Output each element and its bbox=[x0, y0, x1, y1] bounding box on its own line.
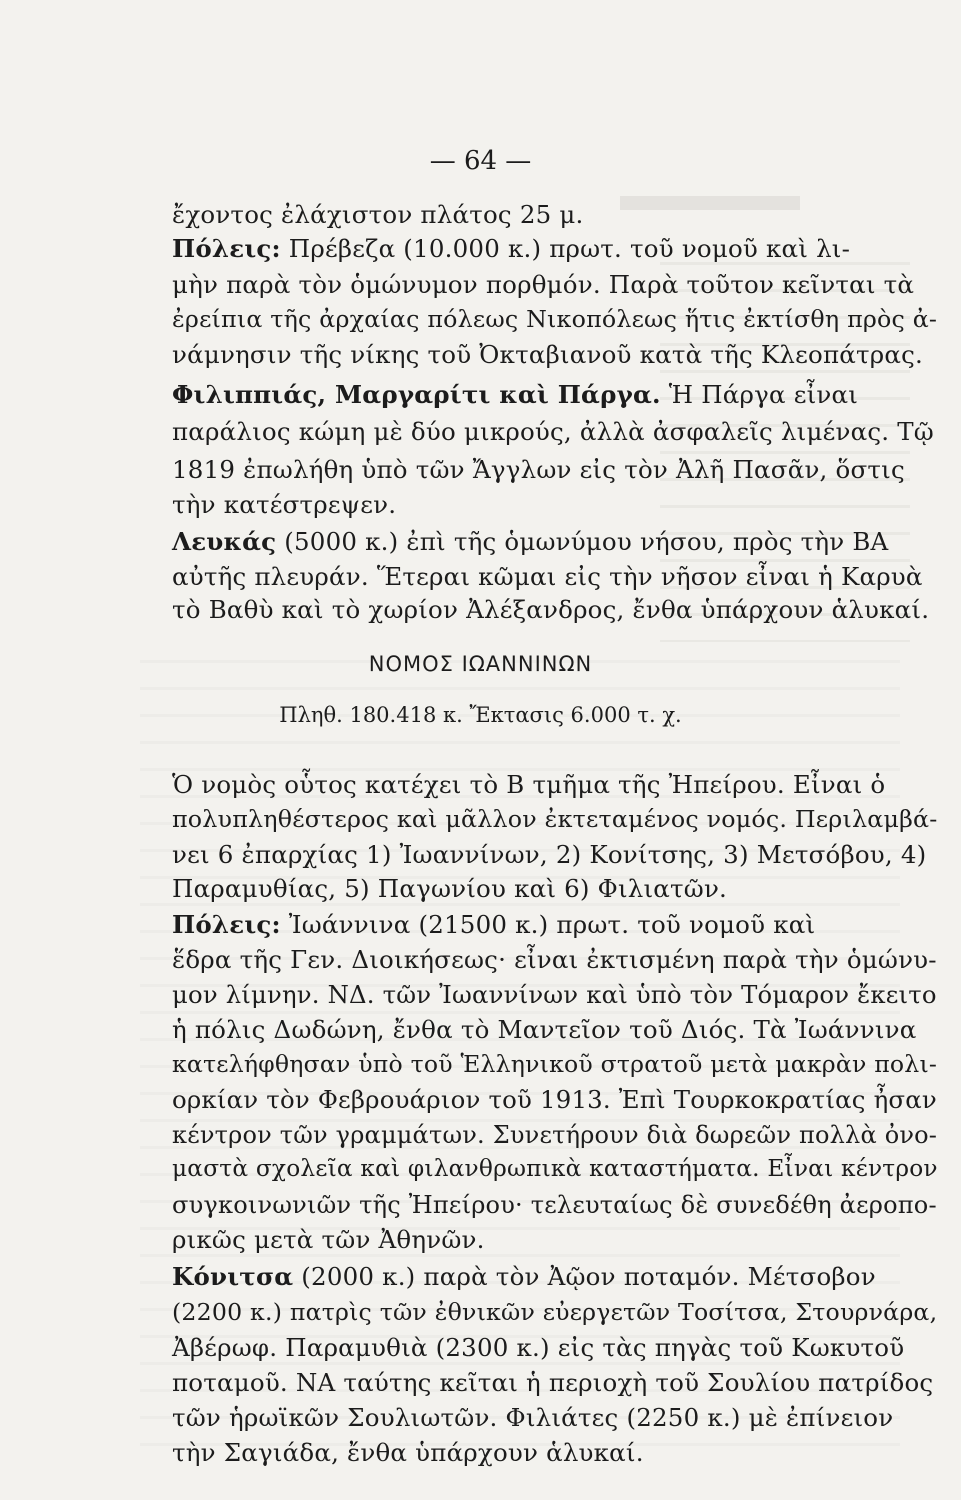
text-line: (2200 κ.) πατρὶς τῶν ἐθνικῶν εὐεργετῶν Τοσίτσα, Στουρνάρα, bbox=[172, 1298, 938, 1326]
text-line: τὴν κατέστρεψεν. bbox=[172, 490, 397, 519]
text-line: Παραμυθίας, 5) Παγωνίου καὶ 6) Φιλιατῶν. bbox=[172, 874, 728, 903]
text-line: τὸ Βαθὺ καὶ τὸ χωρίον Ἀλέξανδρος, ἔνθα ὑπάρχουν ἁλυκαί. bbox=[172, 595, 930, 624]
bleed-through-shadow bbox=[620, 196, 800, 210]
text-line: 1819 ἐπωλήθη ὑπὸ τῶν Ἄγγλων εἰς τὸν Ἀλῆ Πασᾶν, ὅστις bbox=[172, 455, 905, 484]
text-line: ορκίαν τὸν Φεβρουάριον τοῦ 1913. Ἐπὶ Τουρκοκρατίας ἦσαν bbox=[172, 1085, 937, 1114]
text-line: κέντρον τῶν γραμμάτων. Συνετήρουν διὰ δωρεῶν πολλὰ ὀνο- bbox=[172, 1121, 938, 1149]
text-line: νάμνησιν τῆς νίκης τοῦ Ὀκταβιανοῦ κατὰ τῆς Κλεοπάτρας. bbox=[172, 340, 924, 369]
text-line: ἡ πόλις Δωδώνη, ἔνθα τὸ Μαντεῖον τοῦ Διός. Τὰ Ἰωάννινα bbox=[172, 1015, 917, 1044]
text-line: μαστὰ σχολεῖα καὶ φιλανθρωπικὰ καταστήματα. Εἶναι κέντρον bbox=[172, 1155, 938, 1182]
text-line: Πόλεις: Πρέβεζα (10.000 κ.) πρωτ. τοῦ νομοῦ καὶ λι- bbox=[172, 234, 851, 263]
text-line: ποταμοῦ. ΝΑ ταύτης κεῖται ἡ περιοχὴ τοῦ Σουλίου πατρίδος bbox=[172, 1368, 934, 1397]
text-line: κατελήφθησαν ὑπὸ τοῦ Ἑλληνικοῦ στρατοῦ μετὰ μακρὰν πολι- bbox=[172, 1050, 938, 1078]
text-line: τὴν Σαγιάδα, ἔνθα ὑπάρχουν ἁλυκαί. bbox=[172, 1438, 644, 1467]
text-line: Κόνιτσα (2000 κ.) παρὰ τὸν Ἀῷον ποταμόν. Μέτσοβον bbox=[172, 1262, 876, 1291]
text-line: τῶν ἡρωϊκῶν Σουλιωτῶν. Φιλιάτες (2250 κ.) μὲ ἐπίνειον bbox=[172, 1403, 894, 1432]
text-line: μον λίμνην. ΝΔ. τῶν Ἰωαννίνων καὶ ὑπὸ τὸν Τόμαρον ἔκειτο bbox=[172, 980, 937, 1009]
text-line: μὴν παρὰ τὸν ὁμώνυμον πορθμόν. Παρὰ τοῦτον κεῖνται τὰ bbox=[172, 270, 915, 299]
section-heading: ΝΟΜΟΣ ΙΩΑΝΝΙΝΩΝ bbox=[368, 652, 593, 676]
text-line: ἕδρα τῆς Γεν. Διοικήσεως· εἶναι ἐκτισμένη παρὰ τὴν ὁμώνυ- bbox=[172, 945, 937, 974]
text-line: Λευκάς (5000 κ.) ἐπὶ τῆς ὁμωνύμου νήσου, πρὸς τὴν ΒΑ bbox=[172, 527, 889, 556]
text-line: ἐρείπια τῆς ἀρχαίας πόλεως Νικοπόλεως ἥτις ἐκτίσθη πρὸς ἀ- bbox=[172, 305, 938, 333]
text-line: Ὁ νομὸς οὗτος κατέχει τὸ Β τμῆμα τῆς Ἠπείρου. Εἶναι ὁ bbox=[172, 770, 886, 799]
text-line: Ἀβέρωφ. Παραμυθιὰ (2300 κ.) εἰς τὰς πηγὰς τοῦ Κωκυτοῦ bbox=[172, 1333, 905, 1362]
text-line: αὐτῆς πλευράν. Ἕτεραι κῶμαι εἰς τὴν νῆσον εἶναι ἡ Καρυὰ bbox=[172, 562, 923, 591]
page-number: — 64 — bbox=[429, 146, 532, 176]
text-line: νει 6 ἐπαρχίας 1) Ἰωαννίνων, 2) Κονίτσης, 3) Μετσόβου, 4) bbox=[172, 840, 927, 869]
text-line: παράλιος κώμη μὲ δύο μικρούς, ἀλλὰ ἀσφαλεῖς λιμένας. Τῷ bbox=[172, 417, 934, 446]
text-line: Πόλεις: Ἰωάννινα (21500 κ.) πρωτ. τοῦ νομοῦ καὶ bbox=[172, 910, 816, 939]
text-line: ρικῶς μετὰ τῶν Ἀθηνῶν. bbox=[172, 1225, 485, 1254]
stats-line: Πληθ. 180.418 κ. Ἔκτασις 6.000 τ. χ. bbox=[279, 703, 682, 727]
text-line: ἔχοντος ἐλάχιστον πλάτος 25 μ. bbox=[172, 200, 584, 229]
text-line: Φιλιππιάς, Μαργαρίτι καὶ Πάργα. Ἡ Πάργα εἶναι bbox=[172, 380, 859, 409]
text-line: πολυπληθέστερος καὶ μᾶλλον ἐκτεταμένος νομός. Περιλαμβά- bbox=[172, 805, 938, 833]
text-line: συγκοινωνιῶν τῆς Ἠπείρου· τελευταίως δὲ συνεδέθη ἀεροπο- bbox=[172, 1191, 937, 1219]
